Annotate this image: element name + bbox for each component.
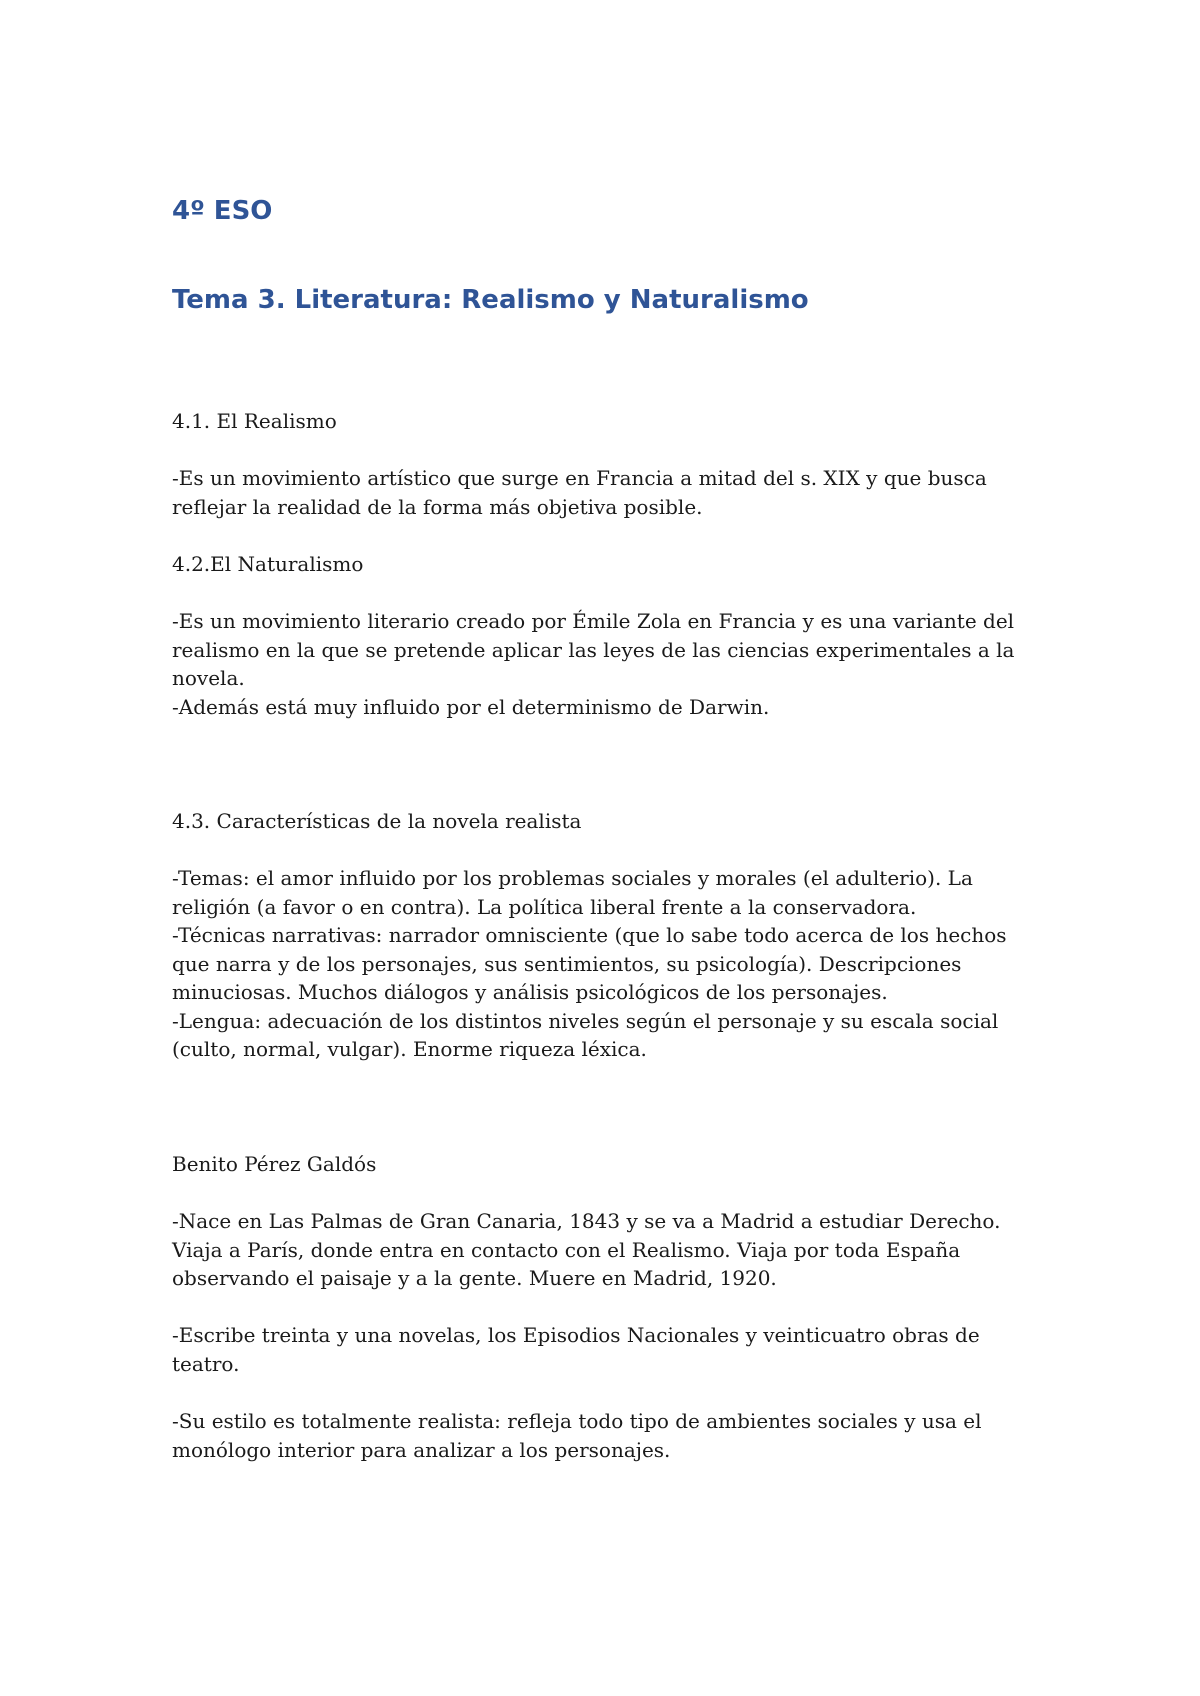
paragraph-line: monólogo interior para analizar a los personajes.: [172, 1437, 671, 1462]
paragraph-line: reflejar la realidad de la forma más objetiva posible.: [172, 494, 703, 519]
section-paragraph-galdos-style: [172, 1407, 1052, 1464]
paragraph-line: religión (a favor o en contra). La política liberal frente a la conservadora.: [172, 894, 917, 919]
paragraph-line: teatro.: [172, 1351, 240, 1376]
section-heading-galdos: [172, 1150, 1052, 1179]
paragraph-line: -Su estilo es totalmente realista: refleja todo tipo de ambientes sociales y usa el: [172, 1409, 982, 1433]
section-paragraph-galdos-biography: [172, 1207, 1052, 1293]
paragraph-line: (culto, normal, vulgar). Enorme riqueza léxica.: [172, 1037, 647, 1061]
section-heading: 4.3. Características de la novela realista: [172, 809, 582, 833]
paragraph-line: -Lengua: adecuación de los distintos niveles según el personaje y su escala social: [172, 1008, 999, 1033]
paragraph-line: novela.: [172, 666, 245, 690]
course-grade-heading: 4º ESO: [172, 196, 273, 226]
paragraph-line: que narra y de los personajes, sus sentimientos, su psicología). Descripciones: [172, 951, 962, 976]
paragraph-line: realismo en la que se pretende aplicar las leyes de las ciencias experimentales a la: [172, 637, 1015, 662]
section-paragraph-naturalismo: [172, 607, 1052, 721]
paragraph-line: -Además está muy influido por el determinismo de Darwin.: [172, 694, 770, 719]
section-paragraph-caracteristicas: [172, 864, 1052, 1064]
paragraph-line: -Nace en Las Palmas de Gran Canaria, 1843 y se va a Madrid a estudiar Derecho.: [172, 1209, 1001, 1233]
topic-title-heading: Tema 3. Literatura: Realismo y Naturalismo: [172, 285, 809, 315]
section-heading: 4.1. El Realismo: [172, 409, 337, 433]
paragraph-line: -Es un movimiento literario creado por Émile Zola en Francia y es una variante del: [172, 609, 1015, 633]
section-heading-caracteristicas: [172, 807, 1052, 836]
section-heading: Benito Pérez Galdós: [172, 1152, 377, 1176]
paragraph-line: Viaja a París, donde entra en contacto con el Realismo. Viaja por toda España: [172, 1237, 961, 1262]
section-paragraph-galdos-works: [172, 1321, 1052, 1378]
paragraph-line: -Técnicas narrativas: narrador omnisciente (que lo sabe todo acerca de los hechos: [172, 923, 1007, 947]
section-heading: 4.2.El Naturalismo: [172, 552, 364, 576]
paragraph-line: -Escribe treinta y una novelas, los Episodios Nacionales y veinticuatro obras de: [172, 1323, 980, 1347]
section-paragraph-realismo: [172, 464, 1052, 521]
paragraph-line: -Es un movimiento artístico que surge en Francia a mitad del s. XIX y que busca: [172, 466, 987, 490]
section-heading-realismo: [172, 407, 1052, 436]
paragraph-line: observando el paisaje y a la gente. Muere en Madrid, 1920.: [172, 1266, 777, 1290]
paragraph-line: -Temas: el amor influido por los problemas sociales y morales (el adulterio). La: [172, 866, 973, 890]
section-heading-naturalismo: [172, 550, 1052, 579]
paragraph-line: minuciosas. Muchos diálogos y análisis psicológicos de los personajes.: [172, 980, 888, 1004]
